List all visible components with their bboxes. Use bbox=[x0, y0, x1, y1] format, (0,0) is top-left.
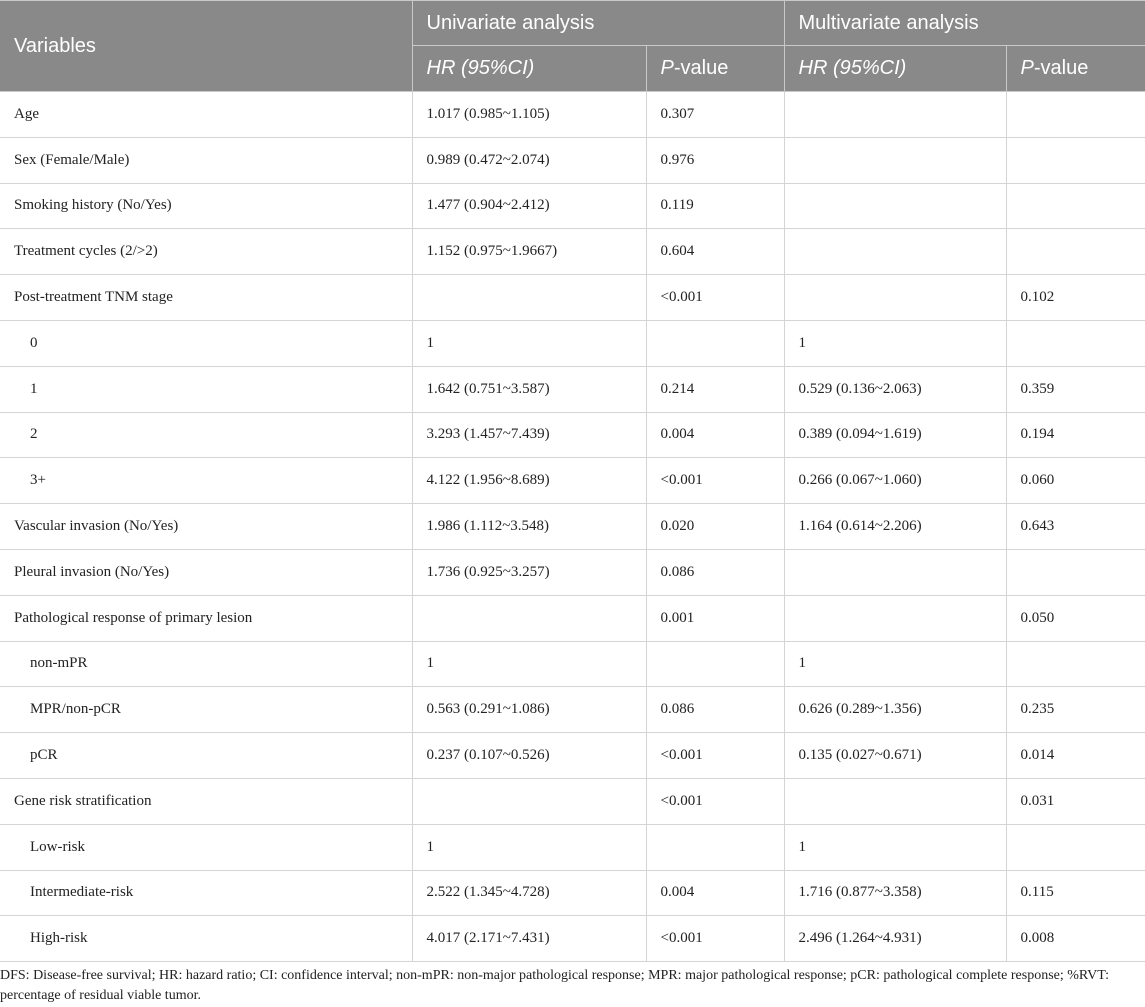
cell-variable: 1 bbox=[0, 366, 412, 412]
table-footnote: DFS: Disease-free survival; HR: hazard ratio; CI: confidence interval; non-mPR: non-major pathological response; MPR: major pathological response; pCR: pathological complete response; %RVT: percentage of residual viable tumor. bbox=[0, 968, 1109, 1003]
table-row bbox=[0, 870, 1145, 916]
cell-univariate-hr bbox=[412, 778, 646, 824]
cell-univariate-hr bbox=[412, 275, 646, 321]
cell-variable: Post-treatment TNM stage bbox=[0, 275, 412, 321]
cell-variable: 2 bbox=[0, 412, 412, 458]
cell-multivariate-p bbox=[1006, 92, 1145, 138]
cell-variable: Intermediate-risk bbox=[0, 870, 412, 916]
table-row bbox=[0, 504, 1145, 550]
cell-variable: Low-risk bbox=[0, 824, 412, 870]
header-uni-hr bbox=[412, 46, 646, 92]
cell-variable: pCR bbox=[0, 733, 412, 779]
cell-variable: 3+ bbox=[0, 458, 412, 504]
header-uni-hr-label: HR (95%CI) bbox=[426, 57, 535, 79]
cell-multivariate-hr bbox=[784, 549, 1006, 595]
cell-univariate-hr: 1 bbox=[412, 320, 646, 366]
cell-univariate-p: 0.086 bbox=[646, 687, 784, 733]
cell-multivariate-p: 0.643 bbox=[1006, 504, 1145, 550]
cell-variable: High-risk bbox=[0, 916, 412, 962]
cell-multivariate-hr: 1 bbox=[784, 824, 1006, 870]
cell-multivariate-hr: 0.626 (0.289~1.356) bbox=[784, 687, 1006, 733]
cell-univariate-hr: 1.017 (0.985~1.105) bbox=[412, 92, 646, 138]
header-multivariate: Multivariate analysis bbox=[784, 1, 1145, 46]
header-uni-p-rest: -value bbox=[673, 57, 729, 79]
cell-multivariate-p: 0.235 bbox=[1006, 687, 1145, 733]
cell-multivariate-hr: 0.135 (0.027~0.671) bbox=[784, 733, 1006, 779]
header-multi-p-rest: -value bbox=[1033, 57, 1089, 79]
cell-univariate-p: 0.604 bbox=[646, 229, 784, 275]
cell-variable: Pleural invasion (No/Yes) bbox=[0, 549, 412, 595]
cell-multivariate-p bbox=[1006, 824, 1145, 870]
cell-univariate-hr: 1.736 (0.925~3.257) bbox=[412, 549, 646, 595]
cell-multivariate-p bbox=[1006, 229, 1145, 275]
header-variables: Variables bbox=[0, 1, 412, 92]
cell-multivariate-hr bbox=[784, 595, 1006, 641]
cell-multivariate-hr: 1.716 (0.877~3.358) bbox=[784, 870, 1006, 916]
cell-univariate-p: 0.307 bbox=[646, 92, 784, 138]
header-row-group bbox=[0, 1, 1145, 46]
cell-multivariate-p: 0.014 bbox=[1006, 733, 1145, 779]
cell-multivariate-hr: 1 bbox=[784, 641, 1006, 687]
table-row bbox=[0, 733, 1145, 779]
cell-multivariate-p: 0.060 bbox=[1006, 458, 1145, 504]
cell-multivariate-p: 0.008 bbox=[1006, 916, 1145, 962]
table-row bbox=[0, 549, 1145, 595]
cell-multivariate-p bbox=[1006, 137, 1145, 183]
header-uni-p-italic: P bbox=[660, 57, 674, 79]
cell-univariate-p bbox=[646, 320, 784, 366]
table-row bbox=[0, 275, 1145, 321]
cell-univariate-p: <0.001 bbox=[646, 275, 784, 321]
cell-univariate-p bbox=[646, 824, 784, 870]
table-row bbox=[0, 320, 1145, 366]
header-multi-hr bbox=[784, 46, 1006, 92]
cell-multivariate-p bbox=[1006, 183, 1145, 229]
cell-univariate-p: 0.086 bbox=[646, 549, 784, 595]
cell-univariate-hr bbox=[412, 595, 646, 641]
cell-multivariate-p: 0.102 bbox=[1006, 275, 1145, 321]
table-body bbox=[0, 92, 1145, 962]
table-row bbox=[0, 183, 1145, 229]
cell-univariate-hr: 1.642 (0.751~3.587) bbox=[412, 366, 646, 412]
cell-variable: 0 bbox=[0, 320, 412, 366]
table-row bbox=[0, 687, 1145, 733]
cell-univariate-p: 0.001 bbox=[646, 595, 784, 641]
cell-variable: Age bbox=[0, 92, 412, 138]
table-row bbox=[0, 412, 1145, 458]
table-header bbox=[0, 1, 1145, 92]
cell-multivariate-hr: 0.529 (0.136~2.063) bbox=[784, 366, 1006, 412]
cell-variable: Treatment cycles (2/>2) bbox=[0, 229, 412, 275]
cell-univariate-hr: 1 bbox=[412, 641, 646, 687]
cell-multivariate-p bbox=[1006, 320, 1145, 366]
cell-multivariate-hr bbox=[784, 183, 1006, 229]
cell-variable: Sex (Female/Male) bbox=[0, 137, 412, 183]
table-row bbox=[0, 916, 1145, 962]
cell-univariate-p: 0.004 bbox=[646, 870, 784, 916]
cell-multivariate-hr bbox=[784, 92, 1006, 138]
cell-multivariate-p bbox=[1006, 549, 1145, 595]
cell-variable: non-mPR bbox=[0, 641, 412, 687]
table-row bbox=[0, 229, 1145, 275]
table-row bbox=[0, 595, 1145, 641]
table-row bbox=[0, 366, 1145, 412]
table-row bbox=[0, 137, 1145, 183]
header-univariate: Univariate analysis bbox=[412, 1, 784, 46]
cell-univariate-hr: 1.477 (0.904~2.412) bbox=[412, 183, 646, 229]
cell-multivariate-hr: 1.164 (0.614~2.206) bbox=[784, 504, 1006, 550]
header-uni-p bbox=[646, 46, 784, 92]
cell-multivariate-hr: 0.389 (0.094~1.619) bbox=[784, 412, 1006, 458]
cell-univariate-p: 0.004 bbox=[646, 412, 784, 458]
cell-multivariate-hr bbox=[784, 778, 1006, 824]
cell-univariate-p: 0.214 bbox=[646, 366, 784, 412]
table-row bbox=[0, 778, 1145, 824]
cell-multivariate-p: 0.031 bbox=[1006, 778, 1145, 824]
cell-multivariate-hr bbox=[784, 137, 1006, 183]
header-multi-hr-label: HR (95%CI) bbox=[798, 57, 907, 79]
cell-univariate-hr: 0.237 (0.107~0.526) bbox=[412, 733, 646, 779]
cell-univariate-p: <0.001 bbox=[646, 733, 784, 779]
cell-multivariate-p: 0.115 bbox=[1006, 870, 1145, 916]
cell-univariate-p: <0.001 bbox=[646, 916, 784, 962]
table-row bbox=[0, 458, 1145, 504]
cell-multivariate-hr: 2.496 (1.264~4.931) bbox=[784, 916, 1006, 962]
cell-univariate-hr: 0.563 (0.291~1.086) bbox=[412, 687, 646, 733]
table-row bbox=[0, 641, 1145, 687]
cell-univariate-hr: 3.293 (1.457~7.439) bbox=[412, 412, 646, 458]
cell-variable: Vascular invasion (No/Yes) bbox=[0, 504, 412, 550]
table-row bbox=[0, 92, 1145, 138]
cell-univariate-hr: 1 bbox=[412, 824, 646, 870]
cell-univariate-hr: 0.989 (0.472~2.074) bbox=[412, 137, 646, 183]
cell-multivariate-p: 0.194 bbox=[1006, 412, 1145, 458]
cell-multivariate-hr bbox=[784, 229, 1006, 275]
cell-variable: Gene risk stratification bbox=[0, 778, 412, 824]
cell-univariate-p bbox=[646, 641, 784, 687]
header-multi-p bbox=[1006, 46, 1145, 92]
cell-univariate-p: 0.976 bbox=[646, 137, 784, 183]
cell-univariate-p: <0.001 bbox=[646, 778, 784, 824]
cell-univariate-hr: 4.017 (2.171~7.431) bbox=[412, 916, 646, 962]
cell-univariate-p: 0.020 bbox=[646, 504, 784, 550]
cell-multivariate-hr bbox=[784, 275, 1006, 321]
cell-univariate-p: 0.119 bbox=[646, 183, 784, 229]
header-multi-p-italic: P bbox=[1020, 57, 1034, 79]
cell-univariate-hr: 4.122 (1.956~8.689) bbox=[412, 458, 646, 504]
cell-multivariate-p: 0.359 bbox=[1006, 366, 1145, 412]
cell-univariate-hr: 1.986 (1.112~3.548) bbox=[412, 504, 646, 550]
cell-variable: MPR/non-pCR bbox=[0, 687, 412, 733]
cell-variable: Pathological response of primary lesion bbox=[0, 595, 412, 641]
table-row bbox=[0, 824, 1145, 870]
cell-univariate-hr: 2.522 (1.345~4.728) bbox=[412, 870, 646, 916]
cell-multivariate-hr: 1 bbox=[784, 320, 1006, 366]
cell-multivariate-p: 0.050 bbox=[1006, 595, 1145, 641]
cell-variable: Smoking history (No/Yes) bbox=[0, 183, 412, 229]
cell-multivariate-hr: 0.266 (0.067~1.060) bbox=[784, 458, 1006, 504]
cell-univariate-hr: 1.152 (0.975~1.9667) bbox=[412, 229, 646, 275]
cell-univariate-p: <0.001 bbox=[646, 458, 784, 504]
cell-multivariate-p bbox=[1006, 641, 1145, 687]
